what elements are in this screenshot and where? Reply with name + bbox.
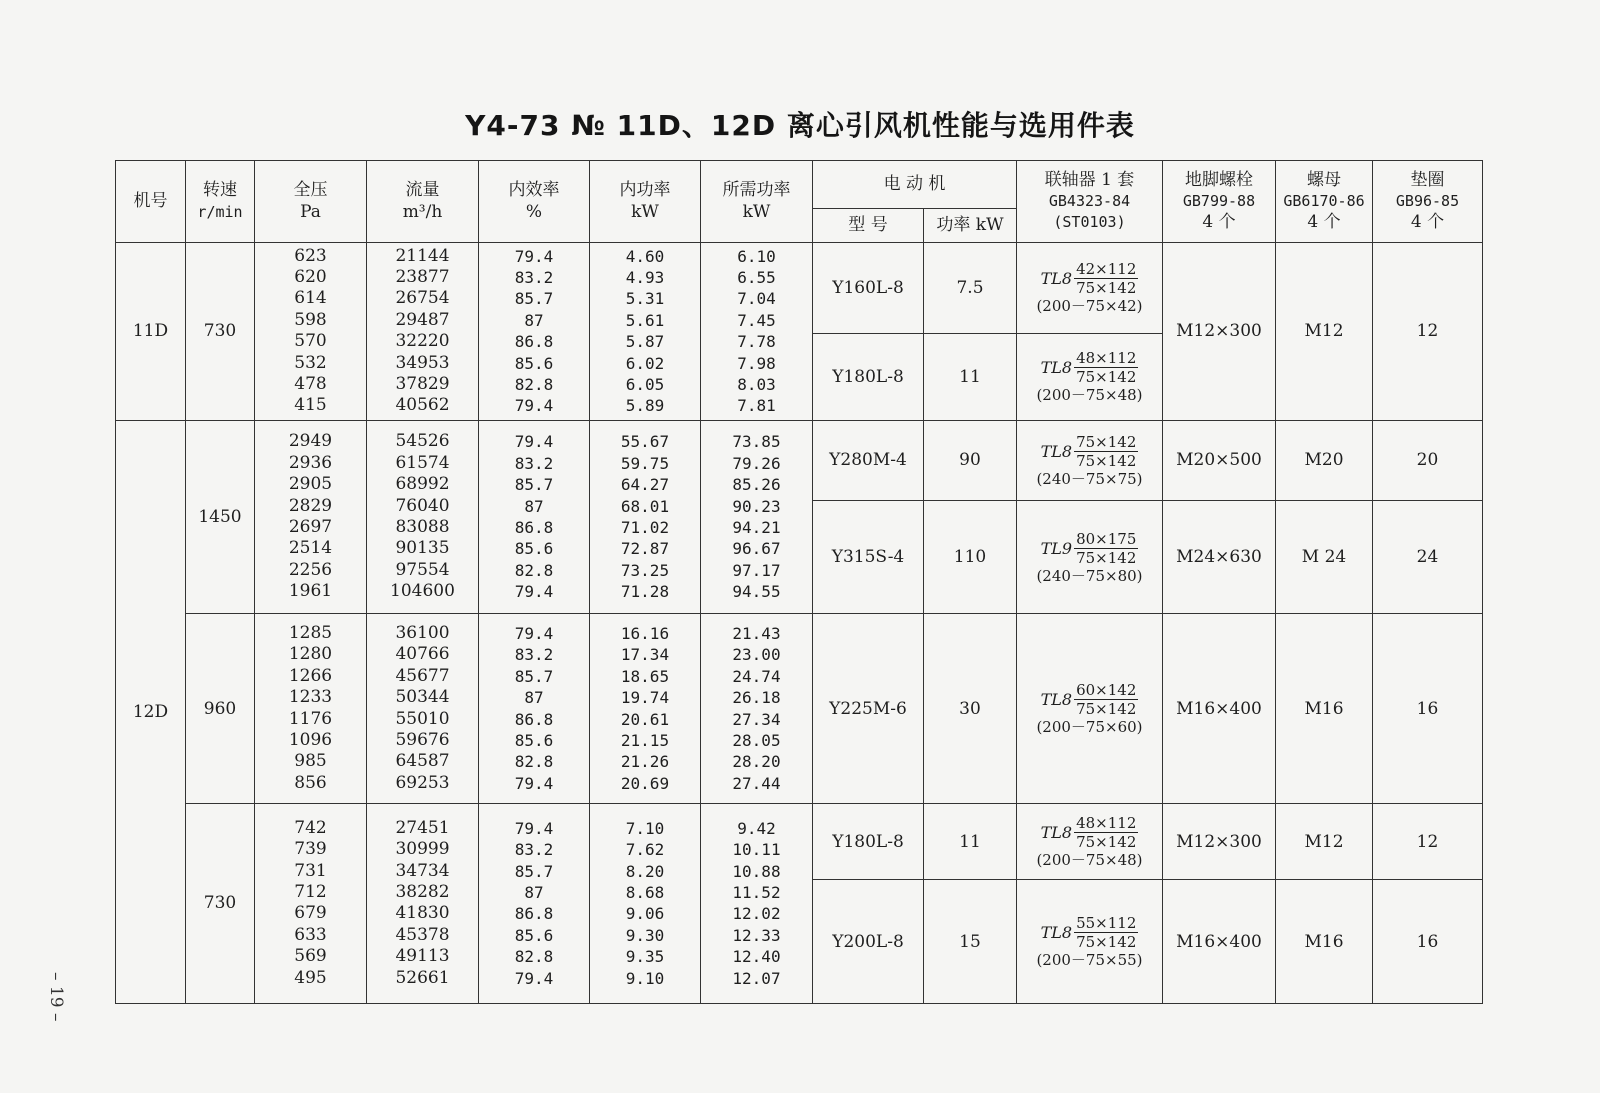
efficiency-value: 85.7 [514, 289, 554, 309]
page-number: – 19 – [46, 972, 66, 1022]
inner-power-value: 5.31 [625, 289, 665, 309]
speed-cell: 1450 [186, 420, 255, 614]
coupling-numerator: 48×112 [1076, 814, 1137, 833]
efficiency-value: 87 [524, 883, 544, 903]
header-motor-type: 型 号 [813, 209, 924, 243]
header-model: 机号 [116, 161, 186, 243]
coupling-spec [1036, 530, 1142, 585]
efficiency-value: 83.2 [514, 645, 554, 665]
coupling-cell [1017, 333, 1163, 420]
motor-type-cell: Y180L-8 [813, 803, 924, 879]
nut-cell: M20 [1276, 420, 1373, 500]
flow-value: 54526 [395, 431, 450, 452]
pressure-value: 1266 [288, 665, 333, 686]
inner-power-value: 5.61 [625, 310, 665, 330]
pressure-value: 633 [294, 924, 327, 945]
flow-value: 61574 [395, 452, 450, 473]
required-power-value: 85.26 [732, 475, 781, 495]
inner-power-cell [590, 420, 701, 614]
table-row [116, 614, 1483, 804]
coupling-fraction-row [1041, 681, 1139, 718]
flow-value: 68992 [395, 474, 450, 495]
coupling-numerator: 48×112 [1076, 349, 1137, 368]
efficiency-value: 87 [524, 496, 544, 516]
inner-power-value: 71.02 [620, 517, 670, 537]
coupling-dimension: (200－75×48) [1036, 851, 1143, 870]
coupling-numerator: 80×175 [1076, 529, 1137, 548]
flow-value: 45378 [395, 924, 450, 945]
coupling-denominator: 75×142 [1076, 368, 1137, 387]
required-power-value: 73.85 [732, 432, 781, 452]
required-power-value: 27.34 [732, 709, 781, 729]
washer-cell: 12 [1373, 243, 1483, 421]
pressure-value: 623 [294, 245, 327, 266]
flow-value: 90135 [395, 538, 450, 559]
pressure-value: 712 [294, 882, 327, 903]
coupling-spec [1036, 260, 1142, 315]
flow-value: 34953 [395, 352, 450, 373]
required-power-value: 11.52 [732, 883, 781, 903]
bolt-cell: M12×300 [1163, 803, 1276, 879]
inner-power-value: 68.01 [620, 496, 670, 516]
table-row [116, 803, 1483, 879]
coupling-fraction [1074, 349, 1138, 386]
header-coupling: 联轴器 1 套 GB4323-84 (ST0103) [1017, 161, 1163, 243]
required-power-value: 26.18 [732, 688, 781, 708]
flow-value: 26754 [395, 288, 450, 309]
required-power-value: 7.04 [737, 289, 776, 309]
flow-value: 59676 [395, 730, 450, 751]
required-power-cell [701, 614, 813, 804]
pressure-value: 1285 [288, 623, 333, 643]
inner-power-value: 4.93 [625, 268, 665, 288]
inner-power-value: 8.20 [625, 861, 665, 881]
required-power-value: 6.10 [737, 246, 776, 266]
efficiency-value: 85.7 [514, 666, 554, 686]
motor-power-cell: 90 [924, 420, 1017, 500]
coupling-series: TL8 [1040, 269, 1073, 289]
coupling-spec [1036, 914, 1142, 969]
efficiency-value: 83.2 [514, 268, 554, 288]
flow-value: 38282 [395, 882, 450, 903]
coupling-dimension: (200－75×42) [1036, 297, 1143, 316]
efficiency-value: 79.4 [514, 624, 554, 643]
required-power-value: 12.40 [732, 947, 781, 967]
efficiency-value: 85.6 [514, 539, 554, 559]
motor-power-cell: 7.5 [924, 243, 1017, 334]
required-power-value: 7.78 [737, 332, 776, 352]
header-required-power: 所需功率 kW [701, 161, 813, 243]
nut-cell: M 24 [1276, 500, 1373, 613]
efficiency-value: 85.7 [514, 861, 554, 881]
header-efficiency: 内效率 % [479, 161, 590, 243]
coupling-fraction [1074, 260, 1138, 297]
coupling-series: TL9 [1040, 538, 1073, 558]
efficiency-value: 79.4 [514, 773, 554, 793]
inner-power-value: 9.30 [625, 925, 665, 945]
coupling-fraction [1074, 814, 1138, 851]
flow-value: 50344 [395, 687, 450, 708]
bolt-cell: M16×400 [1163, 614, 1276, 804]
coupling-fraction-row [1041, 814, 1139, 851]
flow-value: 21144 [395, 245, 450, 266]
efficiency-cell [479, 420, 590, 614]
coupling-cell [1017, 614, 1163, 804]
pressure-value: 1176 [288, 708, 333, 729]
pressure-value: 1096 [288, 730, 333, 751]
efficiency-value: 87 [524, 688, 544, 708]
inner-power-value: 21.15 [620, 731, 670, 751]
efficiency-value: 83.2 [514, 453, 554, 473]
flow-value: 37829 [395, 374, 450, 395]
efficiency-value: 79.4 [514, 246, 554, 266]
flow-value: 32220 [395, 331, 450, 352]
motor-type-cell: Y315S-4 [813, 500, 924, 613]
page-title: Y4-73 № 11D、12D 离心引风机性能与选用件表 [465, 109, 1135, 142]
inner-power-cell [590, 614, 701, 804]
coupling-cell [1017, 880, 1163, 1004]
inner-power-value: 20.61 [620, 709, 670, 729]
inner-power-value: 21.26 [620, 752, 670, 772]
required-power-value: 7.98 [737, 353, 776, 373]
flow-value: 41830 [395, 903, 450, 924]
coupling-series: TL8 [1040, 358, 1073, 378]
efficiency-cell [479, 803, 590, 1003]
flow-cell [367, 420, 479, 614]
pressure-value: 679 [294, 903, 327, 924]
flow-value: 30999 [395, 839, 450, 860]
coupling-spec [1036, 681, 1142, 736]
efficiency-value: 86.8 [514, 904, 554, 924]
bolt-cell: M24×630 [1163, 500, 1276, 613]
pressure-value: 495 [294, 967, 327, 988]
coupling-denominator: 75×142 [1076, 833, 1137, 852]
required-power-value: 10.11 [732, 840, 781, 860]
efficiency-cell [479, 614, 590, 804]
efficiency-value: 79.4 [514, 432, 554, 452]
pressure-value: 731 [294, 860, 327, 881]
coupling-denominator: 75×142 [1076, 451, 1137, 470]
inner-power-value: 7.10 [625, 818, 665, 838]
header-motor: 电 动 机 [813, 161, 1017, 209]
required-power-value: 23.00 [732, 645, 781, 665]
washer-cell: 16 [1373, 614, 1483, 804]
pressure-value: 478 [294, 374, 327, 395]
efficiency-value: 79.4 [514, 396, 554, 416]
bolt-cell: M20×500 [1163, 420, 1276, 500]
efficiency-value: 85.6 [514, 353, 554, 373]
flow-value: 49113 [395, 946, 450, 967]
nut-cell: M16 [1276, 880, 1373, 1004]
inner-power-value: 7.62 [625, 840, 665, 860]
pressure-cell [255, 803, 367, 1003]
required-power-cell [701, 420, 813, 614]
required-power-cell [701, 803, 813, 1003]
inner-power-value: 6.05 [625, 375, 665, 395]
flow-value: 64587 [395, 751, 450, 772]
coupling-spec [1036, 349, 1142, 404]
efficiency-value: 85.6 [514, 925, 554, 945]
required-power-value: 12.07 [732, 968, 781, 988]
required-power-value: 8.03 [737, 375, 776, 395]
efficiency-value: 86.8 [514, 709, 554, 729]
motor-type-cell: Y180L-8 [813, 333, 924, 420]
inner-power-value: 55.67 [620, 432, 670, 452]
inner-power-value: 4.60 [625, 246, 665, 266]
motor-type-cell: Y280M-4 [813, 420, 924, 500]
efficiency-value: 85.6 [514, 731, 554, 751]
efficiency-value: 82.8 [514, 752, 554, 772]
flow-value: 83088 [395, 516, 450, 537]
required-power-value: 28.05 [732, 731, 781, 751]
coupling-fraction [1074, 433, 1138, 470]
pressure-value: 2936 [288, 452, 333, 473]
inner-power-value: 59.75 [620, 453, 670, 473]
pressure-value: 1233 [288, 687, 333, 708]
inner-power-value: 6.02 [625, 353, 665, 373]
required-power-value: 28.20 [732, 752, 781, 772]
pressure-cell [255, 243, 367, 421]
coupling-numerator: 60×142 [1076, 681, 1137, 700]
required-power-value: 90.23 [732, 496, 781, 516]
inner-power-value: 71.28 [620, 582, 670, 602]
pressure-value: 598 [294, 309, 327, 330]
coupling-fraction-row [1041, 914, 1139, 951]
inner-power-value: 5.87 [625, 332, 665, 352]
spec-table-container [115, 160, 1482, 1004]
coupling-denominator: 75×142 [1076, 279, 1137, 298]
pressure-value: 415 [294, 395, 327, 416]
flow-cell [367, 243, 479, 421]
header-flow: 流量 m³/h [367, 161, 479, 243]
pressure-value: 985 [294, 751, 327, 772]
coupling-dimension: (200－75×60) [1036, 718, 1143, 737]
coupling-fraction [1074, 914, 1138, 951]
inner-power-value: 8.68 [625, 883, 665, 903]
flow-value: 40562 [395, 395, 450, 416]
motor-type-cell: Y200L-8 [813, 880, 924, 1004]
motor-power-cell: 11 [924, 803, 1017, 879]
coupling-fraction [1074, 530, 1138, 567]
pressure-value: 2949 [288, 431, 333, 452]
pressure-value: 569 [294, 946, 327, 967]
pressure-value: 614 [294, 288, 327, 309]
required-power-value: 7.45 [737, 310, 776, 330]
flow-cell [367, 614, 479, 804]
required-power-value: 10.88 [732, 861, 781, 881]
motor-power-cell: 110 [924, 500, 1017, 613]
required-power-value: 94.55 [732, 582, 781, 602]
flow-value: 97554 [395, 559, 450, 580]
motor-type-cell: Y225M-6 [813, 614, 924, 804]
pressure-value: 1280 [288, 644, 333, 665]
inner-power-cell [590, 243, 701, 421]
coupling-series: TL8 [1040, 441, 1073, 461]
coupling-series: TL8 [1040, 923, 1073, 943]
flow-value: 40766 [395, 644, 450, 665]
washer-cell: 16 [1373, 880, 1483, 1004]
nut-cell: M12 [1276, 803, 1373, 879]
inner-power-value: 64.27 [620, 475, 670, 495]
pressure-value: 1961 [288, 581, 333, 602]
fan-performance-table [115, 160, 1483, 1004]
header-inner-power: 内功率 kW [590, 161, 701, 243]
efficiency-value: 82.8 [514, 375, 554, 395]
header-speed: 转速 r/min [186, 161, 255, 243]
pressure-value: 2829 [288, 495, 333, 516]
flow-value: 52661 [395, 967, 450, 988]
model-cell: 12D [116, 420, 186, 1003]
required-power-value: 94.21 [732, 517, 781, 537]
inner-power-value: 16.16 [620, 624, 670, 643]
efficiency-value: 86.8 [514, 332, 554, 352]
pressure-value: 570 [294, 331, 327, 352]
flow-value: 104600 [390, 581, 455, 602]
coupling-denominator: 75×142 [1076, 933, 1137, 952]
coupling-cell [1017, 803, 1163, 879]
speed-cell: 730 [186, 243, 255, 421]
flow-cell [367, 803, 479, 1003]
inner-power-value: 19.74 [620, 688, 670, 708]
pressure-value: 2514 [288, 538, 333, 559]
coupling-fraction-row [1041, 260, 1139, 297]
pressure-value: 739 [294, 839, 327, 860]
coupling-numerator: 42×112 [1076, 260, 1137, 279]
pressure-value: 856 [294, 772, 327, 793]
washer-cell: 12 [1373, 803, 1483, 879]
inner-power-value: 72.87 [620, 539, 670, 559]
required-power-value: 7.81 [737, 396, 776, 416]
pressure-cell [255, 614, 367, 804]
flow-value: 29487 [395, 309, 450, 330]
flow-value: 55010 [395, 708, 450, 729]
required-power-cell [701, 243, 813, 421]
coupling-dimension: (200－75×48) [1036, 386, 1143, 405]
required-power-value: 27.44 [732, 773, 781, 793]
inner-power-cell [590, 803, 701, 1003]
pressure-value: 2697 [288, 516, 333, 537]
coupling-numerator: 55×112 [1076, 914, 1137, 933]
coupling-cell [1017, 500, 1163, 613]
efficiency-value: 79.4 [514, 818, 554, 838]
speed-cell: 730 [186, 803, 255, 1003]
flow-value: 34734 [395, 860, 450, 881]
flow-value: 76040 [395, 495, 450, 516]
table-row [116, 243, 1483, 334]
required-power-value: 97.17 [732, 560, 781, 580]
inner-power-value: 5.89 [625, 396, 665, 416]
nut-cell: M12 [1276, 243, 1373, 421]
coupling-fraction-row [1041, 433, 1139, 470]
coupling-series: TL8 [1040, 690, 1073, 710]
pressure-value: 2256 [288, 559, 333, 580]
coupling-dimension: (240－75×75) [1036, 469, 1143, 488]
coupling-fraction [1074, 681, 1138, 718]
inner-power-value: 9.06 [625, 904, 665, 924]
efficiency-value: 82.8 [514, 560, 554, 580]
inner-power-value: 9.35 [625, 947, 665, 967]
required-power-value: 24.74 [732, 666, 781, 686]
coupling-denominator: 75×142 [1076, 700, 1137, 719]
header-nut: 螺母 GB6170-86 4 个 [1276, 161, 1373, 243]
pressure-value: 532 [294, 352, 327, 373]
required-power-value: 9.42 [737, 818, 776, 838]
efficiency-value: 85.7 [514, 475, 554, 495]
coupling-denominator: 75×142 [1076, 548, 1137, 567]
required-power-value: 79.26 [732, 453, 781, 473]
required-power-value: 96.67 [732, 539, 781, 559]
header-pressure: 全压 Pa [255, 161, 367, 243]
coupling-cell [1017, 243, 1163, 334]
efficiency-value: 87 [524, 310, 544, 330]
coupling-fraction-row [1041, 530, 1139, 567]
required-power-value: 21.43 [732, 624, 781, 643]
header-bolt: 地脚螺栓 GB799-88 4 个 [1163, 161, 1276, 243]
efficiency-value: 83.2 [514, 840, 554, 860]
efficiency-value: 86.8 [514, 517, 554, 537]
inner-power-value: 73.25 [620, 560, 670, 580]
pressure-value: 620 [294, 267, 327, 288]
motor-power-cell: 11 [924, 333, 1017, 420]
model-cell: 11D [116, 243, 186, 421]
washer-cell: 24 [1373, 500, 1483, 613]
header-washer: 垫圈 GB96-85 4 个 [1373, 161, 1483, 243]
inner-power-value: 9.10 [625, 968, 665, 988]
bolt-cell: M16×400 [1163, 880, 1276, 1004]
bolt-cell: M12×300 [1163, 243, 1276, 421]
required-power-value: 12.33 [732, 925, 781, 945]
coupling-spec [1036, 433, 1142, 488]
flow-value: 45677 [395, 665, 450, 686]
inner-power-value: 20.69 [620, 773, 670, 793]
required-power-value: 12.02 [732, 904, 781, 924]
pressure-value: 742 [294, 817, 327, 838]
flow-value: 27451 [395, 817, 450, 838]
flow-value: 23877 [395, 267, 450, 288]
pressure-cell [255, 420, 367, 614]
efficiency-value: 82.8 [514, 947, 554, 967]
nut-cell: M16 [1276, 614, 1373, 804]
efficiency-value: 79.4 [514, 582, 554, 602]
efficiency-cell [479, 243, 590, 421]
coupling-spec [1036, 814, 1142, 869]
coupling-series: TL8 [1040, 822, 1073, 842]
motor-power-cell: 15 [924, 880, 1017, 1004]
coupling-dimension: (240－75×80) [1036, 566, 1143, 585]
inner-power-value: 18.65 [620, 666, 670, 686]
motor-type-cell: Y160L-8 [813, 243, 924, 334]
table-row [116, 420, 1483, 500]
coupling-fraction-row [1041, 349, 1139, 386]
speed-cell: 960 [186, 614, 255, 804]
motor-power-cell: 30 [924, 614, 1017, 804]
inner-power-value: 17.34 [620, 645, 670, 665]
washer-cell: 20 [1373, 420, 1483, 500]
flow-value: 36100 [395, 623, 450, 643]
coupling-cell [1017, 420, 1163, 500]
coupling-dimension: (200－75×55) [1036, 951, 1143, 970]
coupling-numerator: 75×142 [1076, 432, 1137, 451]
pressure-value: 2905 [288, 474, 333, 495]
required-power-value: 6.55 [737, 268, 776, 288]
efficiency-value: 79.4 [514, 968, 554, 988]
header-motor-power: 功率 kW [924, 209, 1017, 243]
flow-value: 69253 [395, 772, 450, 793]
